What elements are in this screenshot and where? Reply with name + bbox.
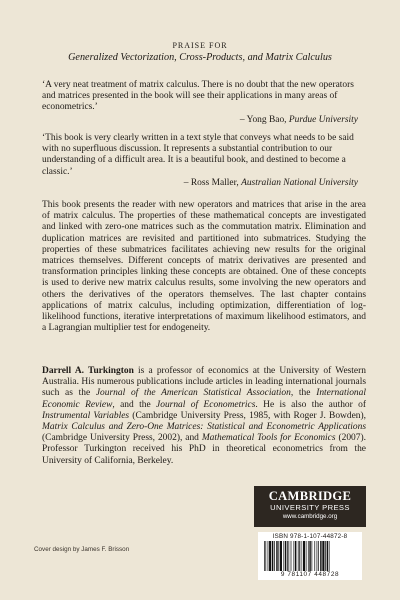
- barcode-bar: [264, 541, 265, 571]
- bio-text: (Cambridge University Press, 2002), and: [42, 433, 202, 444]
- barcode-bar: [299, 541, 300, 571]
- attribution-affiliation: Purdue University: [288, 114, 358, 125]
- quote-attribution-ross-maller: [184, 178, 358, 189]
- barcode-bar: [306, 541, 307, 571]
- quote-yong-bao: ‘A very neat treatment of matrix calculus. There is no doubt that the new operators and matrices presented in the book will see their applications in many areas of econometrics.’: [42, 80, 354, 113]
- publisher-logo: [254, 486, 366, 527]
- barcode-bar: [325, 541, 326, 571]
- author-biography: [42, 366, 366, 467]
- publisher-website: www.cambridge.org: [282, 513, 338, 520]
- barcode-bar: [320, 541, 321, 571]
- isbn-label: ISBN 978-1-107-44872-8: [272, 533, 348, 540]
- barcode-digits: 9 781107 448728: [280, 571, 340, 578]
- barcode-bar: [301, 541, 302, 571]
- quote-attribution-yong-bao: [240, 115, 358, 126]
- bio-text: (2007). Professor Turkington received his PhD in theoretical econometrics from the University of California, Berkeley.: [42, 433, 366, 466]
- barcode-bar: [278, 541, 279, 571]
- bio-text: , the: [290, 388, 317, 399]
- bio-text: , and the: [112, 399, 157, 410]
- barcode-bar: [285, 541, 286, 571]
- attribution-name: – Yong Bao,: [239, 114, 289, 125]
- publisher-subtitle: UNIVERSITY PRESS: [270, 503, 350, 512]
- barcode-bar: [327, 541, 328, 571]
- barcode-bar: [318, 541, 319, 571]
- book-description: This book presents the reader with new operators and matrices that arise in the area of matrix calculus. The properties of these mathematical concepts are investigated and linked with zero-one matrices such as the commutation matrix. Elimination and duplication matrices are revisited and partitioned into submatrices. Studying the properties of these submatrices facilitates achieving new results for the original matrices themselves. Different concepts of matrix derivatives are presented and transformation principles linking these concepts are obtained. One of these concepts is used to derive new matrix calculus results, some involving the new operators and others the derivatives of the operators themselves. The last chapter contains applications of matrix calculus, including optimization, differentiation of log-likelihood functions, iterative interpretations of maximum likelihood estimators, and a Lagrangian multiplier test for endogeneity.: [42, 200, 366, 334]
- book-title: Instrumental Variables: [42, 410, 130, 421]
- barcode-bar: [272, 541, 273, 571]
- barcode-bar: [295, 541, 296, 571]
- bio-text: is a professor of economics at the University of Western Australia. His numerous publications include articles in leading international journals such as the: [42, 366, 366, 399]
- barcode-bar: [317, 541, 318, 571]
- journal-title: Journal of Econometrics: [156, 399, 256, 410]
- journal-title: International Economic Review: [42, 388, 366, 410]
- barcode-bar: [280, 541, 282, 571]
- barcode-bar: [274, 541, 275, 571]
- barcode-bar: [294, 541, 295, 571]
- isbn-barcode: [258, 532, 362, 580]
- attribution-affiliation: Australian National University: [241, 178, 358, 188]
- barcode-bar: [283, 541, 284, 571]
- praised-book-title: Generalized Vectorization, Cross-Products, and Matrix Calculus: [68, 52, 332, 63]
- bio-text: (Cambridge University Press, 1985, with Roger J. Bowden),: [129, 410, 366, 421]
- book-title: Mathematical Tools for Economics: [201, 433, 336, 444]
- barcode-bar: [288, 541, 289, 571]
- praise-heading: PRAISE FOR: [172, 41, 228, 50]
- barcode-bar: [291, 541, 292, 571]
- journal-title: Journal of the American Statistical Association: [95, 388, 291, 399]
- barcode-bar: [269, 541, 271, 571]
- barcode-bar: [314, 541, 315, 571]
- book-title: Matrix Calculus and Zero-One Matrices: Statistical and Econometric Applications: [42, 422, 366, 433]
- barcode-bar: [298, 541, 299, 571]
- barcode-bar: [265, 541, 266, 571]
- publisher-name: CAMBRIDGE: [268, 489, 352, 503]
- barcode-bar: [322, 541, 324, 571]
- author-name: Darrell A. Turkington: [42, 366, 134, 376]
- barcode-bar: [329, 541, 330, 571]
- barcode-bar: [309, 541, 310, 571]
- barcode-bar: [268, 541, 269, 571]
- barcode-bar: [312, 541, 313, 571]
- barcode-bar: [276, 541, 277, 571]
- barcode-bar: [303, 541, 305, 571]
- barcode-bar: [308, 541, 309, 571]
- quote-ross-maller: ‘This book is very clearly written in a text style that conveys what needs to be said with no superfluous discussion. It represents a substantial contribution to our understanding of a difficult area. It is a beautiful book, and destined to become a classic.’: [42, 133, 354, 177]
- bio-text: . He is also the author of: [255, 399, 367, 410]
- barcode-bar: [287, 541, 288, 571]
- barcode-icon: [264, 541, 356, 571]
- attribution-name: – Ross Maller,: [183, 178, 242, 188]
- cover-design-credit: Cover design by James F. Brisson: [34, 546, 130, 553]
